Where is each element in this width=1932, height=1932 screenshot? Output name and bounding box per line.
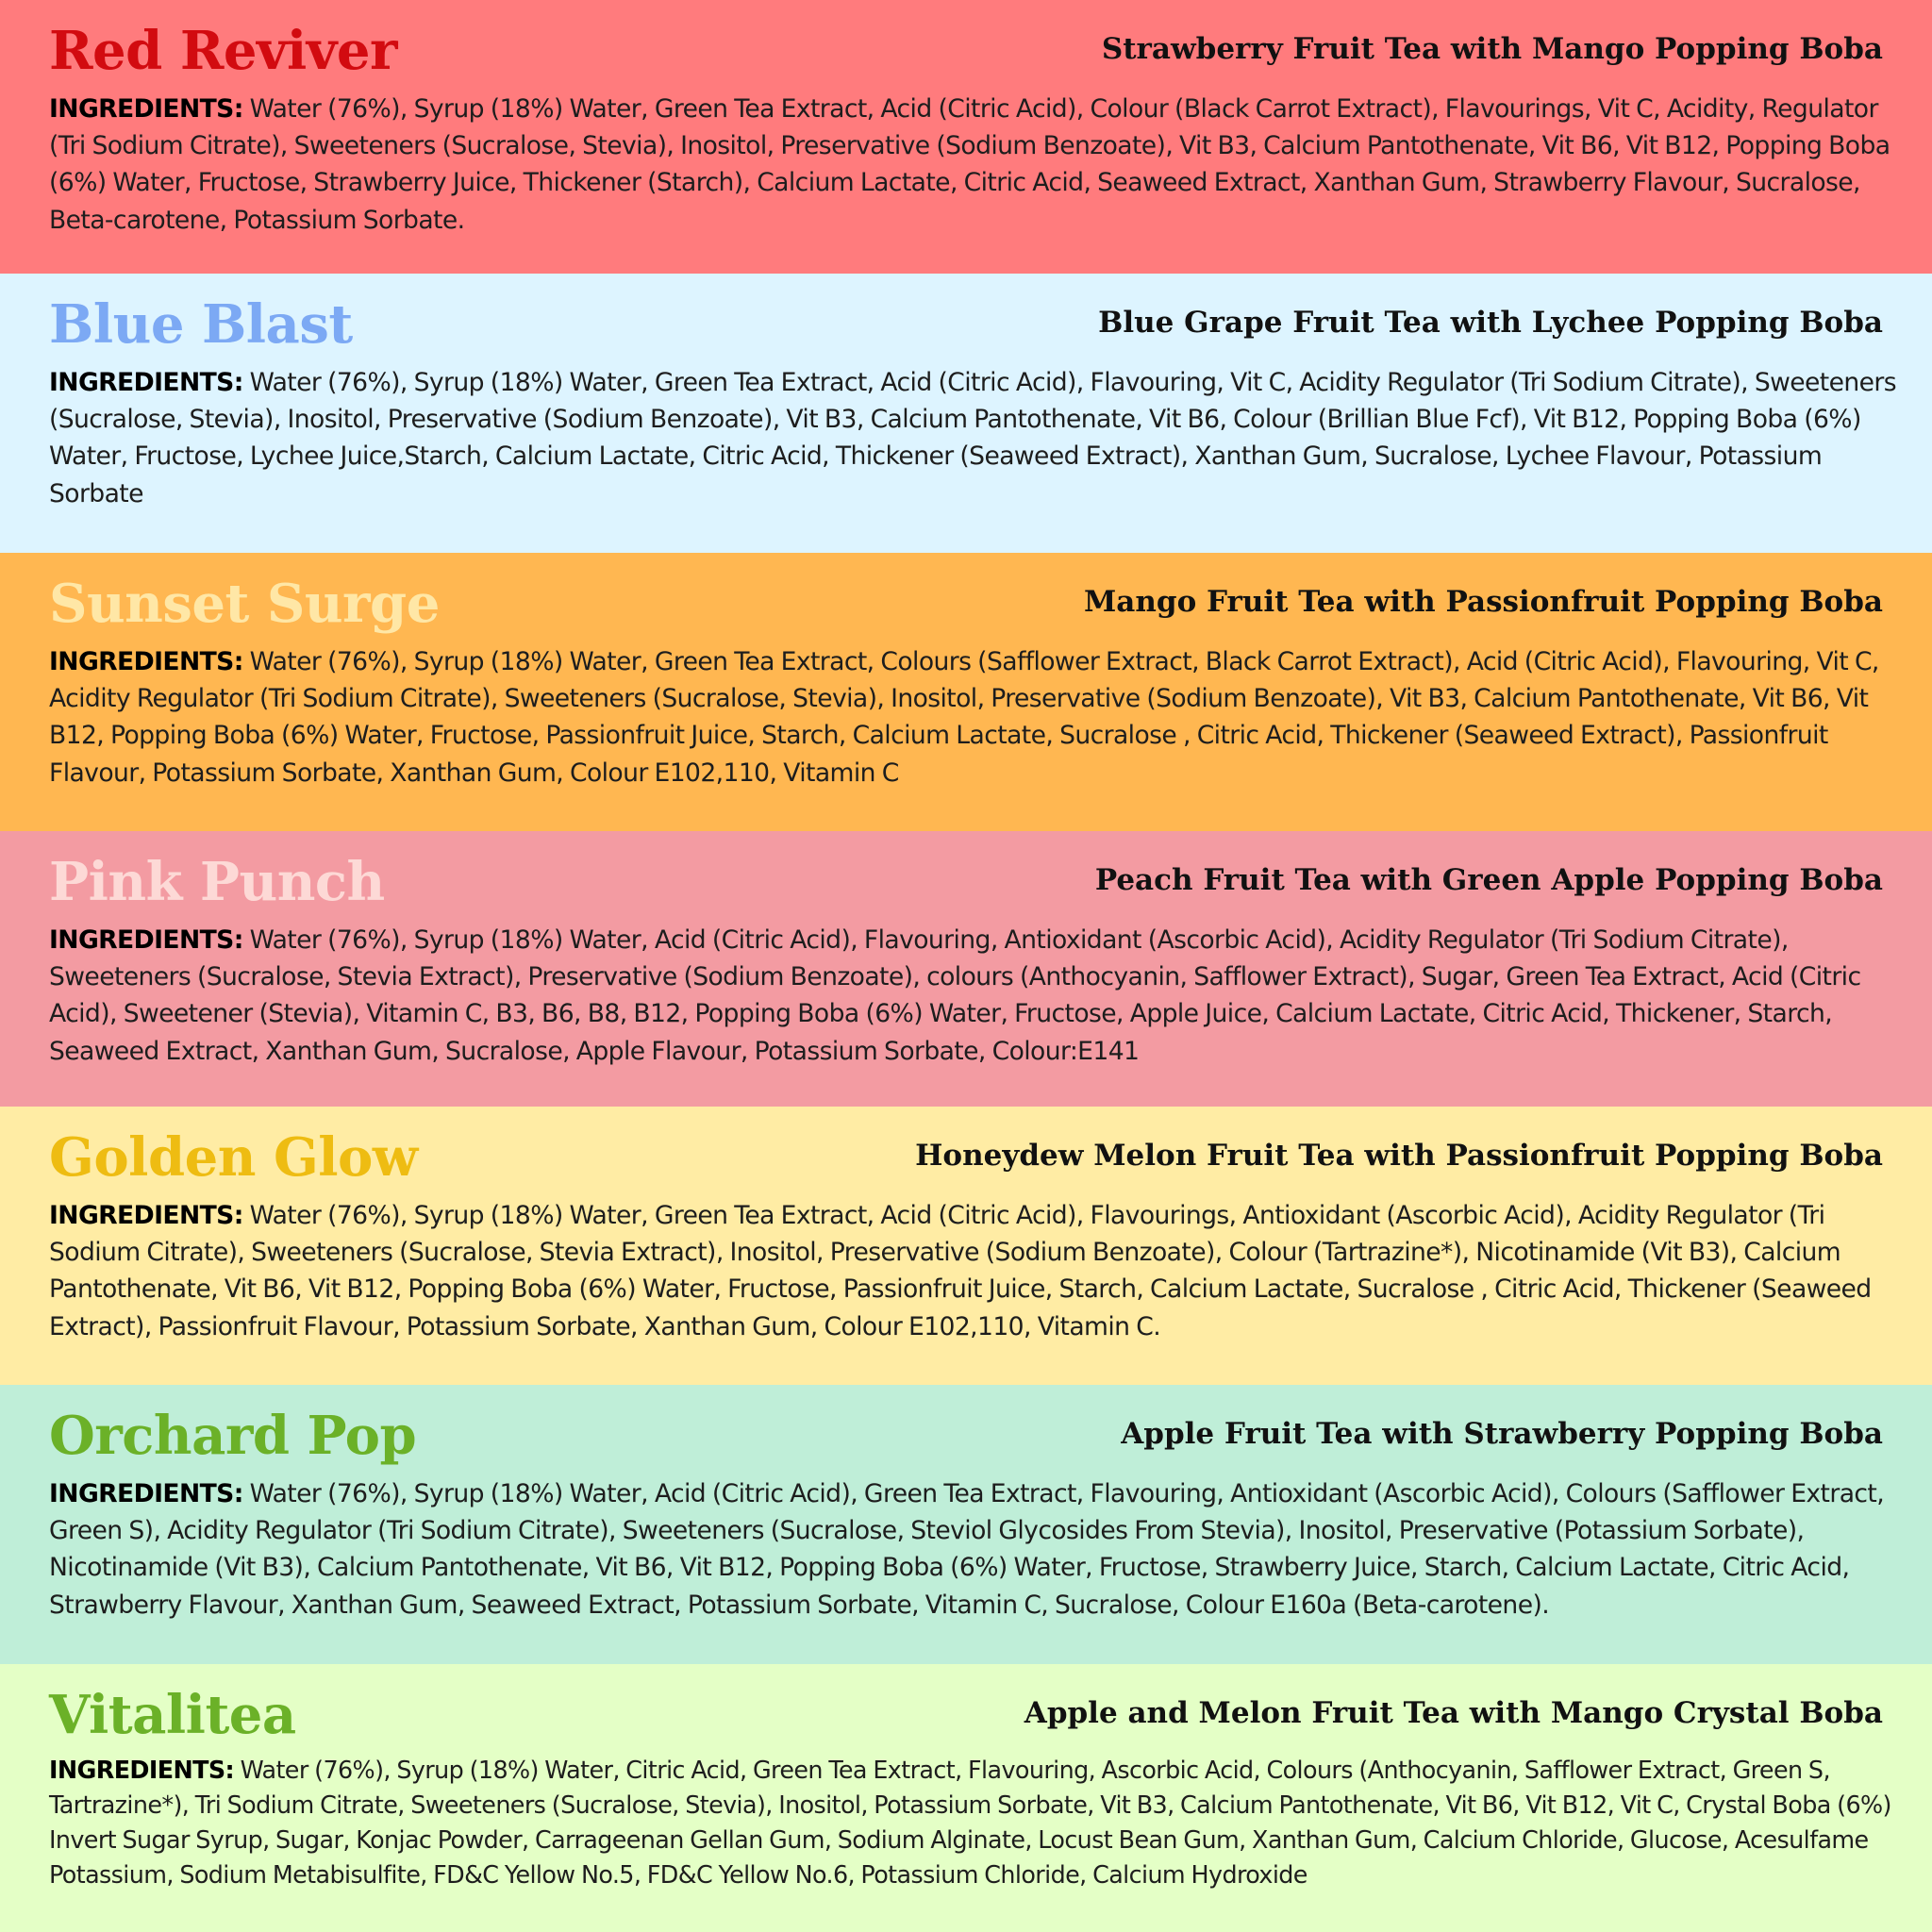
product-band-golden-glow — [0, 1107, 1932, 1385]
ingredients-text — [49, 364, 1907, 512]
ingredients-text — [49, 91, 1907, 239]
product-name: Sunset Surge — [49, 573, 440, 635]
ingredients-label: INGREDIENTS: — [49, 1479, 243, 1508]
ingredients-text — [49, 643, 1907, 791]
product-subtitle: Strawberry Fruit Tea with Mango Popping Boba — [1101, 32, 1883, 66]
product-name: Pink Punch — [49, 851, 385, 913]
product-band-orchard-pop — [0, 1385, 1932, 1664]
product-band-pink-punch — [0, 831, 1932, 1107]
ingredients-label: INGREDIENTS: — [49, 925, 243, 955]
product-name: Vitalitea — [49, 1684, 296, 1746]
ingredients-label: INGREDIENTS: — [49, 368, 243, 397]
ingredients-text — [49, 922, 1907, 1070]
product-subtitle: Apple and Melon Fruit Tea with Mango Crystal Boba — [1024, 1696, 1883, 1730]
ingredients-list: Water (76%), Syrup (18%) Water, Acid (Citric Acid), Flavouring, Antioxidant (Ascorbic Acid), Acidity Regulator (Tri Sodium Citrate), Sweeteners (Sucralose, Stevia Extract), Preservative (Sodium Benzoate), colours (Anthocyanin, Safflower Extract), Sugar, Green Tea Extract, Acid (Citric Acid), Sweetener (Stevia), Vitamin C, B3, B6, B8, B12, Popping Boba (6%) Water, Fructose, Apple Juice, Calcium Lactate, Citric Acid, Thickener, Starch, Seaweed Extract, Xanthan Gum, Sucralose, Apple Flavour, Potassium Sorbate, Colour:E141 — [49, 925, 1861, 1066]
ingredients-label: INGREDIENTS: — [49, 1201, 243, 1230]
ingredients-list: Water (76%), Syrup (18%) Water, Green Tea Extract, Acid (Citric Acid), Flavouring, Vit C, Acidity Regulator (Tri Sodium Citrate), Sweeteners (Sucralose, Stevia), Inositol, Preservative (Sodium Benzoate), Vit B3, Calcium Pantothenate, Vit B6, Colour (Brillian Blue Fcf), Vit B12, Popping Boba (6%) Water, Fructose, Lychee Juice,Starch, Calcium Lactate, Citric Acid, Thickener (Seaweed Extract), Xanthan Gum, Sucralose, Lychee Flavour, Potassium Sorbate — [49, 368, 1897, 508]
ingredients-list: Water (76%), Syrup (18%) Water, Green Tea Extract, Acid (Citric Acid), Colour (Black Carrot Extract), Flavourings, Vit C, Acidity, Regulator (Tri Sodium Citrate), Sweeteners (Sucralose, Stevia), Inositol, Preservative (Sodium Benzoate), Vit B3, Calcium Pantothenate, Vit B6, Vit B12, Popping Boba (6%) Water, Fructose, Strawberry Juice, Thickener (Starch), Calcium Lactate, Citric Acid, Seaweed Extract, Xanthan Gum, Strawberry Flavour, Sucralose, Beta-carotene, Potassium Sorbate. — [49, 94, 1890, 235]
product-name: Orchard Pop — [49, 1405, 417, 1467]
ingredients-text — [49, 1197, 1907, 1345]
product-subtitle: Honeydew Melon Fruit Tea with Passionfruit Popping Boba — [915, 1139, 1883, 1173]
ingredients-label: INGREDIENTS: — [49, 1756, 235, 1784]
ingredients-list: Water (76%), Syrup (18%) Water, Green Tea Extract, Colours (Safflower Extract, Black Carrot Extract), Acid (Citric Acid), Flavouring, Vit C, Acidity Regulator (Tri Sodium Citrate), Sweeteners (Sucralose, Stevia), Inositol, Preservative (Sodium Benzoate), Vit B3, Calcium Pantothenate, Vit B6, Vit B12, Popping Boba (6%) Water, Fructose, Passionfruit Juice, Starch, Calcium Lactate, Sucralose , Citric Acid, Thickener (Seaweed Extract), Passionfruit Flavour, Potassium Sorbate, Xanthan Gum, Colour E102,110, Vitamin C — [49, 647, 1879, 788]
product-band-blue-blast — [0, 274, 1932, 553]
product-name: Red Reviver — [49, 20, 397, 82]
product-subtitle: Peach Fruit Tea with Green Apple Popping Boba — [1094, 863, 1883, 897]
ingredients-text — [49, 1475, 1907, 1624]
ingredients-label: INGREDIENTS: — [49, 647, 243, 676]
product-subtitle: Blue Grape Fruit Tea with Lychee Popping Boba — [1098, 306, 1883, 340]
ingredients-list: Water (76%), Syrup (18%) Water, Acid (Citric Acid), Green Tea Extract, Flavouring, Antioxidant (Ascorbic Acid), Colours (Safflower Extract, Green S), Acidity Regulator (Tri Sodium Citrate), Sweeteners (Sucralose, Steviol Glycosides From Stevia), Inositol, Preservative (Potassium Sorbate), Nicotinamide (Vit B3), Calcium Pantothenate, Vit B6, Vit B12, Popping Boba (6%) Water, Fructose, Strawberry Juice, Starch, Calcium Lactate, Citric Acid, Strawberry Flavour, Xanthan Gum, Seaweed Extract, Potassium Sorbate, Vitamin C, Sucralose, Colour E160a (Beta-carotene). — [49, 1479, 1885, 1620]
product-band-sunset-surge — [0, 553, 1932, 831]
product-subtitle: Apple Fruit Tea with Strawberry Popping Boba — [1121, 1417, 1883, 1451]
ingredients-list: Water (76%), Syrup (18%) Water, Green Tea Extract, Acid (Citric Acid), Flavourings, Antioxidant (Ascorbic Acid), Acidity Regulator (Tri Sodium Citrate), Sweeteners (Sucralose, Stevia Extract), Inositol, Preservative (Sodium Benzoate), Colour (Tartrazine*), Nicotinamide (Vit B3), Calcium Pantothenate, Vit B6, Vit B12, Popping Boba (6%) Water, Fructose, Passionfruit Juice, Starch, Calcium Lactate, Sucralose , Citric Acid, Thickener (Seaweed Extract), Passionfruit Flavour, Potassium Sorbate, Xanthan Gum, Colour E102,110, Vitamin C. — [49, 1201, 1872, 1341]
ingredients-text — [49, 1753, 1907, 1892]
product-name: Blue Blast — [49, 293, 353, 356]
ingredients-label: INGREDIENTS: — [49, 94, 243, 124]
ingredients-list: Water (76%), Syrup (18%) Water, Citric Acid, Green Tea Extract, Flavouring, Ascorbic Acid, Colours (Anthocyanin, Safflower Extract, Green S, Tartrazine*), Tri Sodium Citrate, Sweeteners (Sucralose, Stevia), Inositol, Potassium Sorbate, Vit B3, Calcium Pantothenate, Vit B6, Vit B12, Vit C, Crystal Boba (6%) Invert Sugar Syrup, Sugar, Konjac Powder, Carrageenan Gellan Gum, Sodium Alginate, Locust Bean Gum, Xanthan Gum, Calcium Chloride, Glucose, Acesulfame Potassium, Sodium Metabisulfite, FD&C Yellow No.5, FD&C Yellow No.6, Potassium Chloride, Calcium Hydroxide — [49, 1756, 1891, 1889]
product-name: Golden Glow — [49, 1126, 418, 1189]
product-subtitle: Mango Fruit Tea with Passionfruit Popping Boba — [1083, 585, 1883, 619]
product-band-red-reviver — [0, 0, 1932, 274]
product-band-vitalitea — [0, 1664, 1932, 1932]
